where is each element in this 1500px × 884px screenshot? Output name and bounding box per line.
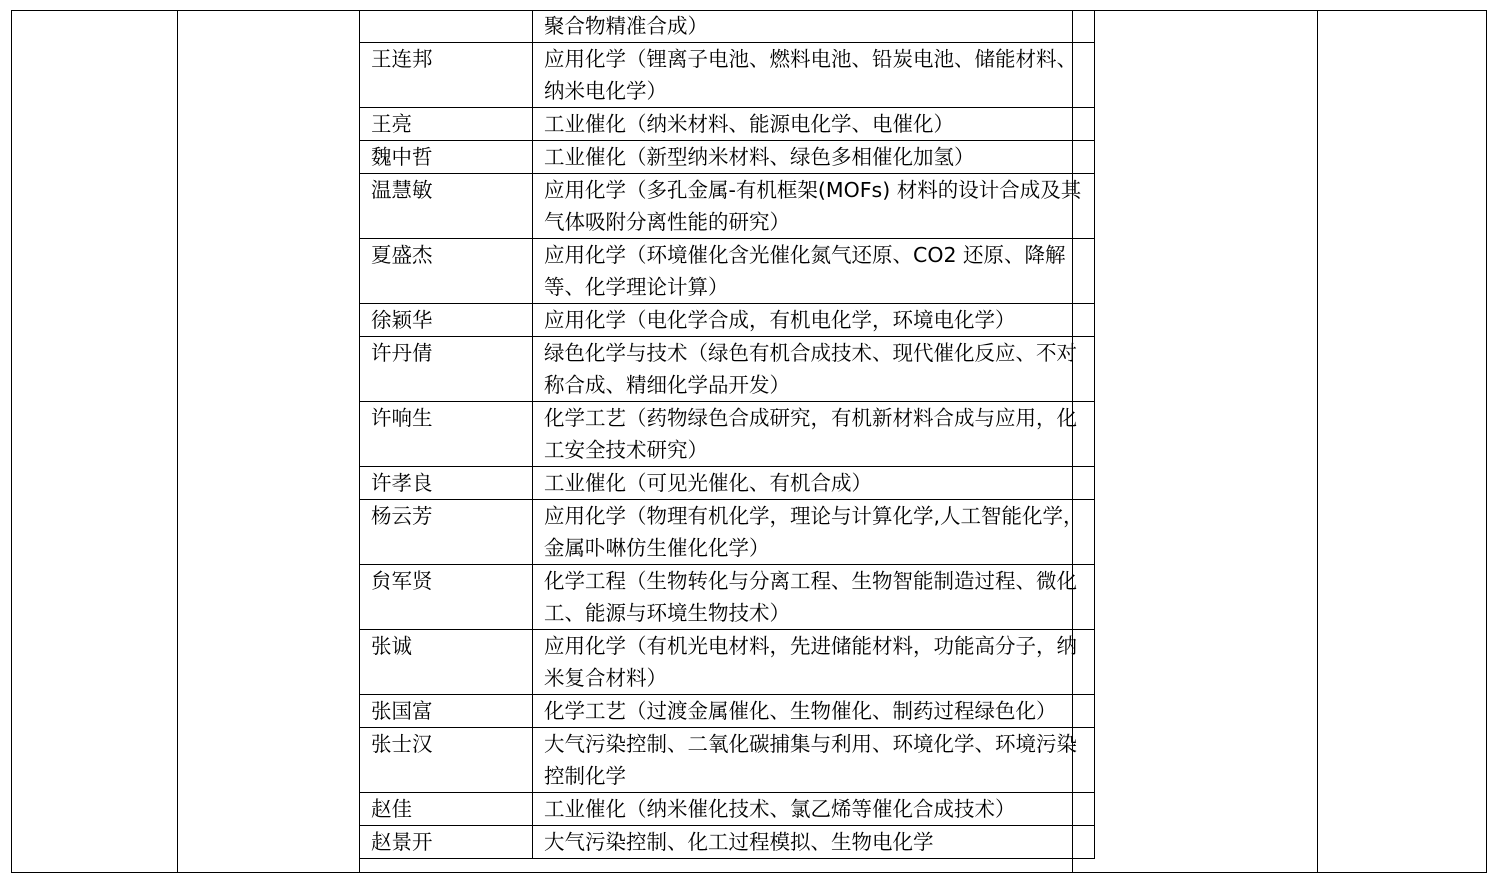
supervisor-name <box>360 11 533 43</box>
research-field: 应用化学（多孔金属-有机框架(MOFs) 材料的设计合成及其气体吸附分离性能的研究） <box>533 174 1095 239</box>
research-field: 大气污染控制、化工过程模拟、生物电化学 <box>533 826 1095 859</box>
supervisor-name: 王亮 <box>360 108 533 141</box>
research-field: 应用化学（有机光电材料，先进储能材料，功能高分子，纳米复合材料） <box>533 630 1095 695</box>
research-field: 应用化学（物理有机化学，理论与计算化学,人工智能化学，金属卟啉仿生催化化学） <box>533 500 1095 565</box>
supervisor-table <box>11 10 1487 873</box>
table-row <box>360 565 1095 630</box>
research-field: 应用化学（锂离子电池、燃料电池、铅炭电池、储能材料、纳米电化学） <box>533 43 1095 108</box>
name-field-table <box>359 10 1095 859</box>
table-row <box>360 239 1095 304</box>
table-row <box>360 500 1095 565</box>
table-row <box>360 43 1095 108</box>
supervisor-name: 赵佳 <box>360 793 533 826</box>
supervisor-name: 魏中哲 <box>360 141 533 174</box>
column-divider-1 <box>177 11 178 872</box>
table-row <box>360 304 1095 337</box>
research-field: 工业催化（纳米催化技术、氯乙烯等催化合成技术） <box>533 793 1095 826</box>
supervisor-name: 温慧敏 <box>360 174 533 239</box>
supervisor-name: 赵景开 <box>360 826 533 859</box>
supervisor-name: 杨云芳 <box>360 500 533 565</box>
research-field: 化学工艺（过渡金属催化、生物催化、制药过程绿色化） <box>533 695 1095 728</box>
research-field: 应用化学（环境催化含光催化氮气还原、CO2 还原、降解等、化学理论计算） <box>533 239 1095 304</box>
table-row <box>360 467 1095 500</box>
supervisor-name: 张国富 <box>360 695 533 728</box>
supervisor-name: 徐颖华 <box>360 304 533 337</box>
table-row <box>360 695 1095 728</box>
table-row <box>360 630 1095 695</box>
supervisor-name: 许孝良 <box>360 467 533 500</box>
research-field: 大气污染控制、二氧化碳捕集与利用、环境化学、环境污染控制化学 <box>533 728 1095 793</box>
research-field: 工业催化（纳米材料、能源电化学、电催化） <box>533 108 1095 141</box>
column-divider-4 <box>1317 11 1318 872</box>
table-row <box>360 337 1095 402</box>
supervisor-name: 许丹倩 <box>360 337 533 402</box>
research-field: 应用化学（电化学合成，有机电化学，环境电化学） <box>533 304 1095 337</box>
table-row <box>360 108 1095 141</box>
table-row <box>360 826 1095 859</box>
supervisor-name: 夏盛杰 <box>360 239 533 304</box>
research-field: 工业催化（新型纳米材料、绿色多相催化加氢） <box>533 141 1095 174</box>
table-row <box>360 141 1095 174</box>
research-field: 化学工程（生物转化与分离工程、生物智能制造过程、微化工、能源与环境生物技术） <box>533 565 1095 630</box>
supervisor-name: 张士汉 <box>360 728 533 793</box>
table-row <box>360 402 1095 467</box>
research-field: 化学工艺（药物绿色合成研究，有机新材料合成与应用，化工安全技术研究） <box>533 402 1095 467</box>
research-field: 工业催化（可见光催化、有机合成） <box>533 467 1095 500</box>
supervisor-name: 许响生 <box>360 402 533 467</box>
supervisor-name: 贠军贤 <box>360 565 533 630</box>
table-row <box>360 11 1095 43</box>
supervisor-name: 张诚 <box>360 630 533 695</box>
supervisor-name: 王连邦 <box>360 43 533 108</box>
research-field: 绿色化学与技术（绿色有机合成技术、现代催化反应、不对称合成、精细化学品开发） <box>533 337 1095 402</box>
table-row <box>360 174 1095 239</box>
research-field: 聚合物精准合成） <box>533 11 1095 43</box>
table-row <box>360 793 1095 826</box>
table-row <box>360 728 1095 793</box>
